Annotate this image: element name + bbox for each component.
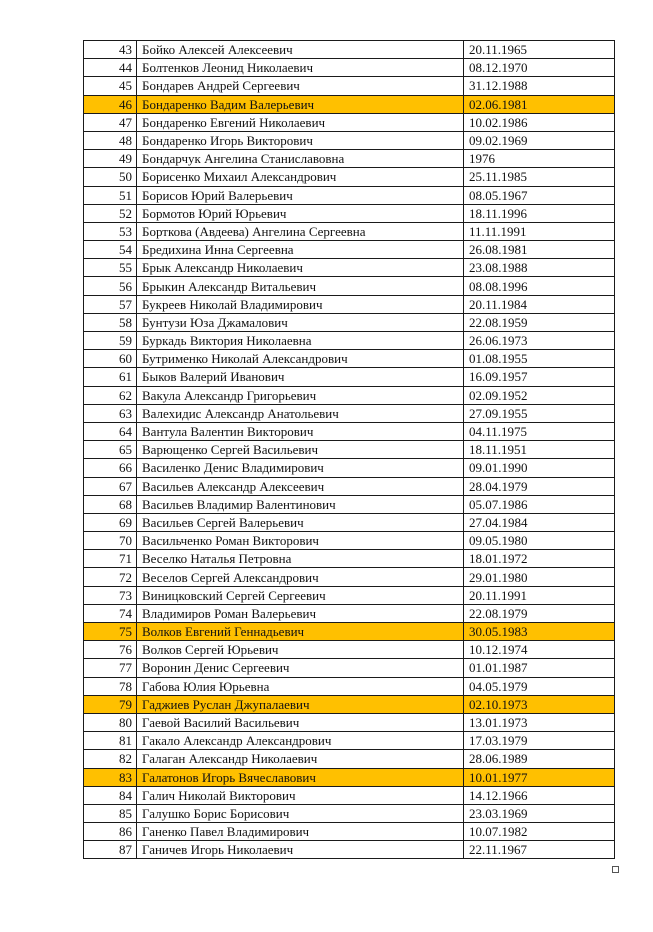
row-number-cell: 57 [84, 295, 137, 313]
row-number-cell: 47 [84, 113, 137, 131]
row-number-cell: 67 [84, 477, 137, 495]
birth-date-cell: 1976 [464, 150, 615, 168]
full-name-cell: Воронин Денис Сергеевич [137, 659, 464, 677]
row-number-cell: 77 [84, 659, 137, 677]
full-name-cell: Виницковский Сергей Сергеевич [137, 586, 464, 604]
row-number-cell: 85 [84, 804, 137, 822]
full-name-cell: Галаган Александр Николаевич [137, 750, 464, 768]
full-name-cell: Васильев Александр Алексеевич [137, 477, 464, 495]
birth-date-cell: 04.11.1975 [464, 422, 615, 440]
full-name-cell: Буркадь Виктория Николаевна [137, 332, 464, 350]
row-number-cell: 87 [84, 841, 137, 859]
table-row [84, 368, 615, 386]
table-row [84, 604, 615, 622]
table-row [84, 386, 615, 404]
full-name-cell: Бредихина Инна Сергеевна [137, 241, 464, 259]
birth-date-cell: 17.03.1979 [464, 732, 615, 750]
table-row [84, 586, 615, 604]
birth-date-cell: 20.11.1965 [464, 41, 615, 59]
row-number-cell: 50 [84, 168, 137, 186]
full-name-cell: Бунтузи Юза Джамалович [137, 313, 464, 331]
birth-date-cell: 27.09.1955 [464, 404, 615, 422]
full-name-cell: Варющенко Сергей Васильевич [137, 441, 464, 459]
full-name-cell: Ганичев Игорь Николаевич [137, 841, 464, 859]
birth-date-cell: 22.08.1979 [464, 604, 615, 622]
birth-date-cell: 10.01.1977 [464, 768, 615, 786]
full-name-cell: Васильев Сергей Валерьевич [137, 513, 464, 531]
full-name-cell: Волков Евгений Геннадьевич [137, 623, 464, 641]
full-name-cell: Бондаренко Игорь Викторович [137, 131, 464, 149]
table-row [84, 768, 615, 786]
table-row [84, 422, 615, 440]
table-row [84, 841, 615, 859]
row-number-cell: 63 [84, 404, 137, 422]
full-name-cell: Быков Валерий Иванович [137, 368, 464, 386]
birth-date-cell: 30.05.1983 [464, 623, 615, 641]
full-name-cell: Бондарев Андрей Сергеевич [137, 77, 464, 95]
table-row [84, 259, 615, 277]
birth-date-cell: 11.11.1991 [464, 222, 615, 240]
table-row [84, 659, 615, 677]
table-row [84, 313, 615, 331]
row-number-cell: 72 [84, 568, 137, 586]
table-row [84, 495, 615, 513]
birth-date-cell: 08.12.1970 [464, 59, 615, 77]
full-name-cell: Борисенко Михаил Александрович [137, 168, 464, 186]
row-number-cell: 80 [84, 713, 137, 731]
row-number-cell: 66 [84, 459, 137, 477]
full-name-cell: Галатонов Игорь Вячеславович [137, 768, 464, 786]
row-number-cell: 61 [84, 368, 137, 386]
row-number-cell: 49 [84, 150, 137, 168]
table-row [84, 241, 615, 259]
full-name-cell: Гаджиев Руслан Джупалаевич [137, 695, 464, 713]
full-name-cell: Бондаренко Евгений Николаевич [137, 113, 464, 131]
row-number-cell: 54 [84, 241, 137, 259]
birth-date-cell: 22.11.1967 [464, 841, 615, 859]
full-name-cell: Веселко Наталья Петровна [137, 550, 464, 568]
row-number-cell: 53 [84, 222, 137, 240]
birth-date-cell: 20.11.1991 [464, 586, 615, 604]
birth-date-cell: 10.02.1986 [464, 113, 615, 131]
table-row [84, 695, 615, 713]
row-number-cell: 74 [84, 604, 137, 622]
table-row [84, 804, 615, 822]
table-row [84, 713, 615, 731]
table-row [84, 750, 615, 768]
table-row [84, 532, 615, 550]
table-row [84, 404, 615, 422]
table-row [84, 277, 615, 295]
table-row [84, 186, 615, 204]
birth-date-cell: 01.01.1987 [464, 659, 615, 677]
birth-date-cell: 14.12.1966 [464, 786, 615, 804]
birth-date-cell: 18.01.1972 [464, 550, 615, 568]
birth-date-cell: 27.04.1984 [464, 513, 615, 531]
row-number-cell: 76 [84, 641, 137, 659]
roster-table [83, 40, 615, 859]
full-name-cell: Василенко Денис Владимирович [137, 459, 464, 477]
table-row [84, 295, 615, 313]
row-number-cell: 73 [84, 586, 137, 604]
row-number-cell: 69 [84, 513, 137, 531]
full-name-cell: Васильченко Роман Викторович [137, 532, 464, 550]
row-number-cell: 59 [84, 332, 137, 350]
birth-date-cell: 04.05.1979 [464, 677, 615, 695]
birth-date-cell: 13.01.1973 [464, 713, 615, 731]
table-row [84, 550, 615, 568]
birth-date-cell: 02.10.1973 [464, 695, 615, 713]
table-row [84, 350, 615, 368]
table-row [84, 168, 615, 186]
full-name-cell: Гаевой Василий Васильевич [137, 713, 464, 731]
full-name-cell: Болтенков Леонид Николаевич [137, 59, 464, 77]
birth-date-cell: 28.06.1989 [464, 750, 615, 768]
table-row [84, 150, 615, 168]
full-name-cell: Вакула Александр Григорьевич [137, 386, 464, 404]
table-row [84, 113, 615, 131]
row-number-cell: 45 [84, 77, 137, 95]
birth-date-cell: 25.11.1985 [464, 168, 615, 186]
table-row [84, 222, 615, 240]
table-row [84, 131, 615, 149]
birth-date-cell: 08.08.1996 [464, 277, 615, 295]
row-number-cell: 60 [84, 350, 137, 368]
table-row [84, 332, 615, 350]
row-number-cell: 71 [84, 550, 137, 568]
table-row [84, 77, 615, 95]
birth-date-cell: 20.11.1984 [464, 295, 615, 313]
table-row [84, 641, 615, 659]
row-number-cell: 44 [84, 59, 137, 77]
row-number-cell: 55 [84, 259, 137, 277]
roster-table-body [84, 41, 615, 859]
birth-date-cell: 18.11.1996 [464, 204, 615, 222]
birth-date-cell: 18.11.1951 [464, 441, 615, 459]
row-number-cell: 46 [84, 95, 137, 113]
full-name-cell: Бормотов Юрий Юрьевич [137, 204, 464, 222]
full-name-cell: Бондаренко Вадим Валерьевич [137, 95, 464, 113]
birth-date-cell: 22.08.1959 [464, 313, 615, 331]
table-row [84, 786, 615, 804]
full-name-cell: Гакало Александр Александрович [137, 732, 464, 750]
full-name-cell: Брыкин Александр Витальевич [137, 277, 464, 295]
full-name-cell: Веселов Сергей Александрович [137, 568, 464, 586]
birth-date-cell: 31.12.1988 [464, 77, 615, 95]
birth-date-cell: 29.01.1980 [464, 568, 615, 586]
birth-date-cell: 01.08.1955 [464, 350, 615, 368]
row-number-cell: 64 [84, 422, 137, 440]
full-name-cell: Бондарчук Ангелина Станиславовна [137, 150, 464, 168]
table-row [84, 623, 615, 641]
table-row [84, 59, 615, 77]
birth-date-cell: 09.02.1969 [464, 131, 615, 149]
birth-date-cell: 08.05.1967 [464, 186, 615, 204]
birth-date-cell: 16.09.1957 [464, 368, 615, 386]
birth-date-cell: 23.08.1988 [464, 259, 615, 277]
full-name-cell: Габова Юлия Юрьевна [137, 677, 464, 695]
full-name-cell: Галич Николай Викторович [137, 786, 464, 804]
full-name-cell: Борисов Юрий Валерьевич [137, 186, 464, 204]
birth-date-cell: 02.06.1981 [464, 95, 615, 113]
table-resize-handle[interactable] [612, 866, 619, 873]
row-number-cell: 83 [84, 768, 137, 786]
table-row [84, 732, 615, 750]
table-row [84, 95, 615, 113]
row-number-cell: 84 [84, 786, 137, 804]
row-number-cell: 79 [84, 695, 137, 713]
birth-date-cell: 09.05.1980 [464, 532, 615, 550]
table-row [84, 477, 615, 495]
row-number-cell: 62 [84, 386, 137, 404]
table-row [84, 677, 615, 695]
full-name-cell: Вантула Валентин Викторович [137, 422, 464, 440]
table-row [84, 41, 615, 59]
row-number-cell: 82 [84, 750, 137, 768]
full-name-cell: Брык Александр Николаевич [137, 259, 464, 277]
table-row [84, 568, 615, 586]
birth-date-cell: 26.08.1981 [464, 241, 615, 259]
full-name-cell: Галушко Борис Борисович [137, 804, 464, 822]
table-row [84, 459, 615, 477]
table-row [84, 441, 615, 459]
full-name-cell: Валехидис Александр Анатольевич [137, 404, 464, 422]
birth-date-cell: 02.09.1952 [464, 386, 615, 404]
row-number-cell: 51 [84, 186, 137, 204]
full-name-cell: Бойко Алексей Алексеевич [137, 41, 464, 59]
birth-date-cell: 05.07.1986 [464, 495, 615, 513]
birth-date-cell: 28.04.1979 [464, 477, 615, 495]
row-number-cell: 78 [84, 677, 137, 695]
row-number-cell: 58 [84, 313, 137, 331]
row-number-cell: 86 [84, 823, 137, 841]
full-name-cell: Волков Сергей Юрьевич [137, 641, 464, 659]
table-row [84, 204, 615, 222]
birth-date-cell: 10.12.1974 [464, 641, 615, 659]
birth-date-cell: 26.06.1973 [464, 332, 615, 350]
full-name-cell: Ганенко Павел Владимирович [137, 823, 464, 841]
full-name-cell: Васильев Владимир Валентинович [137, 495, 464, 513]
birth-date-cell: 23.03.1969 [464, 804, 615, 822]
full-name-cell: Букреев Николай Владимирович [137, 295, 464, 313]
row-number-cell: 52 [84, 204, 137, 222]
row-number-cell: 75 [84, 623, 137, 641]
row-number-cell: 48 [84, 131, 137, 149]
full-name-cell: Борткова (Авдеева) Ангелина Сергеевна [137, 222, 464, 240]
birth-date-cell: 09.01.1990 [464, 459, 615, 477]
row-number-cell: 65 [84, 441, 137, 459]
row-number-cell: 56 [84, 277, 137, 295]
table-row [84, 823, 615, 841]
row-number-cell: 43 [84, 41, 137, 59]
row-number-cell: 68 [84, 495, 137, 513]
table-row [84, 513, 615, 531]
row-number-cell: 81 [84, 732, 137, 750]
full-name-cell: Владимиров Роман Валерьевич [137, 604, 464, 622]
birth-date-cell: 10.07.1982 [464, 823, 615, 841]
full-name-cell: Бутрименко Николай Александрович [137, 350, 464, 368]
row-number-cell: 70 [84, 532, 137, 550]
